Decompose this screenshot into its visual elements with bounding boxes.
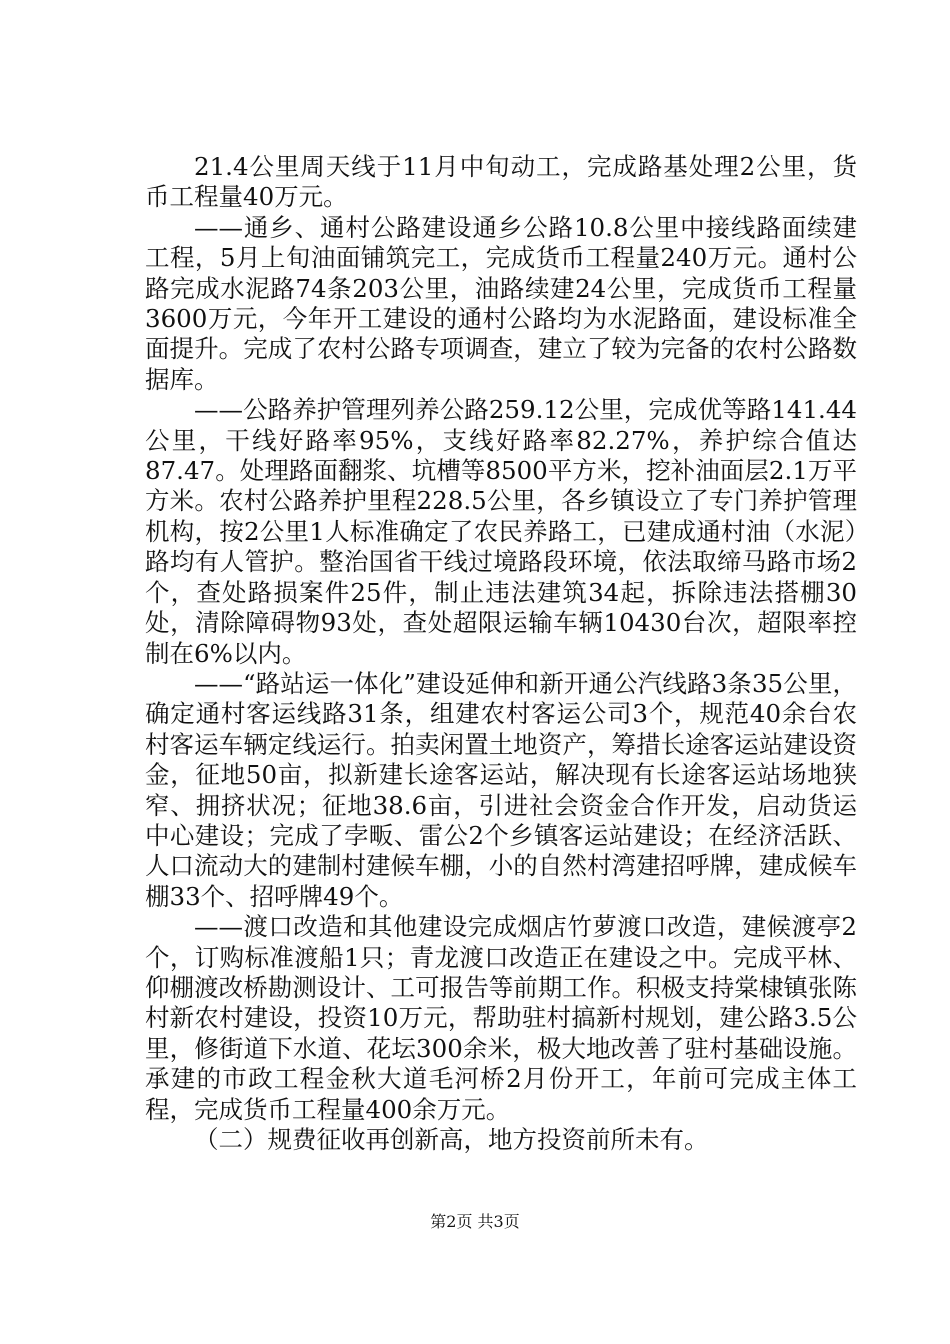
paragraph-road-maintenance: ——公路养护管理列养公路259.12公里，完成优等路141.44公里，干线好路率95%，支线好路率82.27%，养护综合值达87.47。处理路面翻浆、坑槽等8500平方米，挖补油面层2.1万平方米。农村公路养护里程228.5公里，各乡镇设立了专门养护管理机构，按2公里1人标准确定了农民养路工，已建成通村油（水泥）路均有人管护。整治国省干线过境路段环境，依法取缔马路市场2个，查处路损案件25件，制止违法建筑34起，拆除违法搭棚30处，清除障碍物93处，查处超限运输车辆10430台次，超限率控制在6%以内。 bbox=[145, 395, 857, 668]
section-heading-fee-collection: （二）规费征收再创新高，地方投资前所未有。 bbox=[194, 1125, 709, 1154]
page-footer bbox=[0, 1212, 950, 1232]
page-number: 第2页 共3页 bbox=[430, 1212, 520, 1231]
paragraph-ferry-renovation: ——渡口改造和其他建设完成烟店竹萝渡口改造，建候渡亭2个，订购标准渡船1只；青龙渡口改造正在建设之中。完成平林、仰棚渡改桥勘测设计、工可报告等前期工作。积极支持棠棣镇张陈村新农村建设，投资10万元，帮助驻村搞新村规划，建公路3.5公里，修街道下水道、花坛300余米，极大地改善了驻村基础设施。承建的市政工程金秋大道毛河桥2月份开工，年前可完成主体工程，完成货币工程量400余万元。 bbox=[145, 912, 857, 1124]
paragraph-rural-road-construction: ——通乡、通村公路建设通乡公路10.8公里中接线路面续建工程，5月上旬油面铺筑完工，完成货币工程量240万元。通村公路完成水泥路74条203公里，油路续建24公里，完成货币工程量3600万元，今年开工建设的通村公路均为水泥路面，建设标准全面提升。完成了农村公路专项调查，建立了较为完备的农村公路数据库。 bbox=[145, 212, 857, 394]
document-body bbox=[145, 152, 857, 1155]
paragraph-road-station-integration: ——“路站运一体化”建设延伸和新开通公汽线路3条35公里，确定通村客运线路31条，组建农村客运公司3个，规范40余台农村客运车辆定线运行。拍卖闲置土地资产，筹措长途客运站建设资金，征地50亩，拟新建长途客运站，解决现有长途客运站场地狭窄、拥挤状况；征地38.6亩，引进社会资金合作开发，启动货运中心建设；完成了孛畈、雷公2个乡镇客运站建设；在经济活跃、人口流动大的建制村建候车棚，小的自然村湾建招呼牌，建成候车棚33个、招呼牌49个。 bbox=[145, 668, 857, 911]
paragraph-zhoutian-line: 21.4公里周天线于11月中旬动工，完成路基处理2公里，货币工程量40万元。 bbox=[145, 152, 857, 212]
